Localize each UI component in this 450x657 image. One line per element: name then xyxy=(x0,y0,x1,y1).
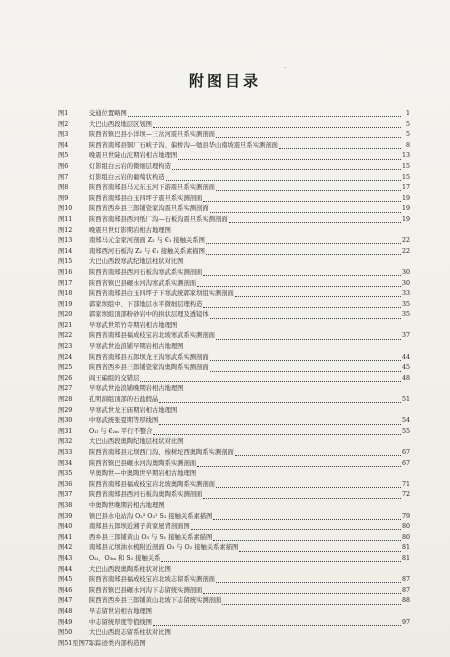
dot-leader xyxy=(279,143,401,149)
figure-entry xyxy=(89,173,410,184)
list-item xyxy=(58,522,410,533)
page-number: 71 xyxy=(401,480,410,488)
list-item xyxy=(58,120,410,131)
figure-list xyxy=(58,109,410,649)
figure-caption: 晚震旦世陡山沱期岩相古地理图 xyxy=(89,152,178,160)
figure-entry xyxy=(89,384,410,395)
figure-entry xyxy=(89,512,410,523)
figure-number: 图35 xyxy=(58,470,73,478)
dot-leader xyxy=(197,281,401,287)
dot-leader xyxy=(161,556,401,562)
list-item xyxy=(58,554,410,565)
figure-entry xyxy=(89,618,410,629)
figure-caption: 陕西省南郑县福成枝宝岩北坡志留系实测剖面 xyxy=(89,576,215,584)
figure-caption: 南郑县五郎坝近湘子黄家屋背剖面图 xyxy=(89,523,190,531)
list-item xyxy=(58,618,410,629)
list-item xyxy=(58,331,410,342)
dot-leader xyxy=(216,482,401,488)
figure-entry xyxy=(89,151,410,162)
figure-caption: 陕西省镇巴县碾水河沟下志留统实测剖面 xyxy=(89,586,203,594)
figure-caption: 早志留世岩相古地理图 xyxy=(89,607,152,615)
dot-leader xyxy=(159,419,401,425)
list-item xyxy=(58,257,410,268)
figure-caption: 大巴山西段寒武纪地层柱状对比图 xyxy=(89,258,184,266)
figure-entry xyxy=(89,204,410,215)
figure-caption: 陕西省南郑县福成枝宝岩北坡寒武系实测剖面 xyxy=(89,332,215,340)
dot-leader xyxy=(216,132,401,138)
figure-number: 图18 xyxy=(58,290,73,298)
figure-entry xyxy=(89,490,410,501)
list-item xyxy=(58,151,410,162)
dot-leader xyxy=(229,217,401,223)
figure-entry xyxy=(89,565,410,576)
dot-leader xyxy=(203,493,401,499)
figure-entry xyxy=(89,194,410,205)
figure-number: 图43 xyxy=(58,554,73,562)
figure-entry xyxy=(89,363,410,374)
list-item xyxy=(58,512,410,523)
figure-entry xyxy=(89,342,410,353)
figure-number: 图31 xyxy=(58,427,73,435)
dot-leader xyxy=(210,355,401,361)
figure-entry xyxy=(89,162,410,173)
figure-number: 图14 xyxy=(58,247,73,255)
list-item xyxy=(58,427,410,438)
figure-caption: 郭家坝组中、下部地层水平微细层理构造 xyxy=(89,300,203,308)
figure-entry xyxy=(89,416,410,427)
page-number: 88 xyxy=(401,597,410,605)
figure-number: 图20 xyxy=(58,311,73,319)
page-number: 44 xyxy=(401,353,410,361)
figure-caption: 陕西省镇巴县碾水河沟奥陶系实测剖面 xyxy=(89,459,197,467)
figure-caption: 陕西省南郑县白玉四坪子震旦系实测剖面 xyxy=(89,194,203,202)
figure-caption: 大巴山西段奥陶纪地层柱状对比图 xyxy=(89,438,184,446)
figure-number: 图10 xyxy=(58,205,73,213)
page-number: 22 xyxy=(401,237,410,245)
figure-caption: 大巴山西段志留系柱状对比图 xyxy=(89,629,171,637)
dot-leader xyxy=(210,207,401,213)
figure-entry xyxy=(89,331,410,342)
figure-number: 图28 xyxy=(58,396,73,404)
dot-leader xyxy=(203,588,401,594)
figure-entry xyxy=(89,469,410,480)
figure-number: 图15 xyxy=(58,258,73,266)
figure-entry xyxy=(89,406,410,417)
speck-mark: · xyxy=(284,64,287,72)
list-item xyxy=(58,459,410,470)
figure-entry xyxy=(89,459,410,470)
figure-caption: 陕西省南郑县西河纸厂沟—石板沟震旦系实测剖面 xyxy=(89,215,228,223)
dot-leader xyxy=(203,196,401,202)
dot-leader xyxy=(222,599,401,605)
figure-caption: 灯影组白云岩的葡萄状构造 xyxy=(89,173,165,181)
figure-caption: 南郑马元金家河剖面 Z₂ 与 €₁ 接触关系图 xyxy=(89,237,205,245)
page-number: 1 xyxy=(405,110,410,117)
page-number: 67 xyxy=(401,459,410,467)
figure-number: 图13 xyxy=(58,237,73,245)
figure-number: 图8 xyxy=(58,184,69,192)
figure-caption: 示踪迹类内部构造图 xyxy=(89,639,146,647)
list-item xyxy=(58,607,410,618)
figure-caption: 南郑西河石板沟 Z₂ 与 €₁ 接触关系素描图 xyxy=(89,247,205,255)
figure-caption: 镇巴县水电站沟 O₂³ O₃¹ S₁ 接触关系素描图 xyxy=(89,512,213,520)
figure-number: 图24 xyxy=(58,353,73,361)
figure-entry xyxy=(89,448,410,459)
list-item xyxy=(58,353,410,364)
list-item xyxy=(58,162,410,173)
page-number: 54 xyxy=(401,417,410,425)
list-item xyxy=(58,194,410,205)
figure-caption: 南郑县元坝油水梳附近剖面 O₃ 与 O₂ 接触关系素描图 xyxy=(89,544,239,552)
figure-entry xyxy=(89,300,410,311)
dot-leader xyxy=(128,111,401,117)
list-item xyxy=(58,109,410,120)
list-item xyxy=(58,565,410,576)
figure-caption: 陕西省镇巴县小洋坝—三岔河震旦系实测剖面 xyxy=(89,131,215,139)
list-item xyxy=(58,236,410,247)
figure-entry xyxy=(89,374,410,385)
figure-number: 图3 xyxy=(58,131,69,139)
figure-entry xyxy=(89,533,410,544)
page-number: 15 xyxy=(401,162,410,170)
figure-number: 图37 xyxy=(58,491,73,499)
page-number: 19 xyxy=(401,215,410,223)
list-item xyxy=(58,310,410,321)
dot-leader xyxy=(140,376,401,382)
figure-number: 图45 xyxy=(58,576,73,584)
page-number: 19 xyxy=(401,194,410,202)
list-item xyxy=(58,173,410,184)
figure-entry xyxy=(89,628,410,639)
figure-entry xyxy=(89,279,410,290)
figure-caption: 大巴山西段奥陶系柱状对比图 xyxy=(89,565,171,573)
figure-number: 图27 xyxy=(58,385,73,393)
page-number: 35 xyxy=(401,311,410,319)
figure-entry xyxy=(89,141,410,152)
figure-entry xyxy=(89,480,410,491)
page-number: 87 xyxy=(401,576,410,584)
dot-leader xyxy=(216,334,401,340)
dot-leader xyxy=(206,238,401,244)
figure-number: 图48 xyxy=(58,607,73,615)
dot-leader xyxy=(216,185,401,191)
figure-number: 图11 xyxy=(58,215,73,223)
list-item xyxy=(58,501,410,512)
list-item xyxy=(58,384,410,395)
dot-leader xyxy=(210,366,401,372)
figure-number: 图34 xyxy=(58,459,73,467)
figure-number: 图5 xyxy=(58,152,69,160)
figure-number: 图1 xyxy=(58,110,69,117)
page-number: 5 xyxy=(405,131,410,139)
figure-number: 图16 xyxy=(58,268,73,276)
page-number: 81 xyxy=(401,554,410,562)
figure-caption: 孔明洞组顶部的石盐假晶 xyxy=(89,396,159,404)
figure-number: 图44 xyxy=(58,565,73,573)
figure-entry xyxy=(89,109,410,120)
figure-entry xyxy=(89,215,410,226)
list-item xyxy=(58,533,410,544)
dot-leader xyxy=(153,122,401,128)
dot-leader xyxy=(216,577,401,583)
page-number: 80 xyxy=(401,533,410,541)
list-item xyxy=(58,204,410,215)
figure-number: 图39 xyxy=(58,512,73,520)
list-item xyxy=(58,363,410,374)
figure-entry xyxy=(89,289,410,300)
page-number: 79 xyxy=(401,512,410,520)
page-number: 48 xyxy=(401,374,410,382)
list-item xyxy=(58,575,410,586)
page-number: 55 xyxy=(401,427,410,435)
figure-caption: 早寒武世筇竹寺期岩相古地理图 xyxy=(89,321,178,329)
figure-entry xyxy=(89,236,410,247)
figure-caption: 西乡县三郎铺黄山 O₃ 与 S₁ 接触关系素描图 xyxy=(89,533,213,541)
page-number: 72 xyxy=(401,491,410,499)
page-number: 80 xyxy=(401,523,410,531)
list-item xyxy=(58,469,410,480)
list-item xyxy=(58,586,410,597)
dot-leader xyxy=(235,450,401,456)
list-item xyxy=(58,628,410,639)
list-item xyxy=(58,247,410,258)
list-item xyxy=(58,130,410,141)
figure-caption: O₁ₗ 与 €₂ₘ 平行不整合 xyxy=(89,427,153,435)
figure-caption: 陕西省南郑县福成枝宝岩北坡奥陶系实测剖面 xyxy=(89,480,215,488)
page-number: 35 xyxy=(401,300,410,308)
figure-number: 图6 xyxy=(58,162,69,170)
figure-number: 图17 xyxy=(58,279,73,287)
list-item xyxy=(58,321,410,332)
figure-caption: 早奥陶世—中奥陶世早期岩相古地理图 xyxy=(89,470,197,478)
figure-number: 图12 xyxy=(58,226,73,234)
figure-number: 图25 xyxy=(58,364,73,372)
page-number: 81 xyxy=(401,544,410,552)
figure-caption: 交通位置略图 xyxy=(89,110,127,117)
list-item xyxy=(58,215,410,226)
figure-number: 图40 xyxy=(58,523,73,531)
dot-leader xyxy=(153,429,401,435)
figure-entry xyxy=(89,437,410,448)
dot-leader xyxy=(235,291,401,297)
figure-caption: 郭家坝组顶部粉砂岩中的拱状层理及透镜体 xyxy=(89,311,209,319)
figure-number: 图38 xyxy=(58,501,73,509)
list-item xyxy=(58,406,410,417)
figure-number: 图9 xyxy=(58,194,69,202)
figure-caption: 陕西省镇巴县碾水河沟寒武系实测剖面 xyxy=(89,279,197,287)
figure-caption: 晚震旦世灯影期岩相古地理图 xyxy=(89,226,171,234)
figure-number: 图36 xyxy=(58,480,73,488)
dot-leader xyxy=(203,302,401,308)
figure-caption: 陕西省南郑县元坝西门沟、梭树坨西奥陶系实测剖面 xyxy=(89,449,234,456)
list-item xyxy=(58,183,410,194)
figure-entry xyxy=(89,596,410,607)
figure-entry xyxy=(89,120,410,131)
page-number: 30 xyxy=(401,279,410,287)
dot-leader xyxy=(203,270,401,276)
figure-entry xyxy=(89,607,410,618)
figure-number: 图30 xyxy=(58,417,73,425)
page-number: 5 xyxy=(405,120,410,128)
figure-entry xyxy=(89,554,410,565)
list-item xyxy=(58,448,410,459)
figure-number: 图33 xyxy=(58,449,73,456)
figure-entry xyxy=(89,353,410,364)
figure-entry xyxy=(89,183,410,194)
page-number: 33 xyxy=(401,290,410,298)
list-item xyxy=(58,141,410,152)
figure-entry xyxy=(89,575,410,586)
figure-entry xyxy=(89,257,410,268)
figure-number: 图19 xyxy=(58,300,73,308)
figure-entry xyxy=(89,586,410,597)
figure-number: 图4 xyxy=(58,141,69,149)
figure-number: 图29 xyxy=(58,406,73,414)
page-number: 37 xyxy=(401,332,410,340)
figure-number: 图46 xyxy=(58,586,73,594)
figure-entry xyxy=(89,268,410,279)
figure-caption: 阎王碥组的交错层 xyxy=(89,374,140,382)
figure-caption: 陕西省南郑县马元东玉河下游震旦系实测剖面 xyxy=(89,184,215,192)
figure-caption: 陕西省南郑县铜厂石峡子沟、偏桥沟—勉县华山南坡震旦系实测剖面 xyxy=(89,141,278,149)
figure-caption: 陕西省南郑县西河石板沟寒武系实测剖面 xyxy=(89,268,203,276)
figure-entry xyxy=(89,543,410,554)
figure-caption: 中奥陶世晚期岩相古地理图 xyxy=(89,501,165,509)
figure-number: 图47 xyxy=(58,597,73,605)
page-number: 13 xyxy=(401,152,410,160)
list-item xyxy=(58,268,410,279)
page-title: 附图目录 xyxy=(188,72,261,90)
dot-leader xyxy=(213,535,401,541)
list-item xyxy=(58,342,410,353)
dot-leader xyxy=(166,175,401,181)
figure-number: 图22 xyxy=(58,332,73,340)
page-number: 19 xyxy=(401,205,410,213)
page-number: 30 xyxy=(401,268,410,276)
dot-leader xyxy=(239,546,401,552)
figure-entry xyxy=(89,639,410,650)
page-number: 87 xyxy=(401,586,410,594)
figure-entry xyxy=(89,427,410,438)
dot-leader xyxy=(153,620,401,626)
list-item xyxy=(58,279,410,290)
figure-caption: 陕西省南郑县西河石板沟奥陶系实测剖面 xyxy=(89,491,203,499)
list-item xyxy=(58,490,410,501)
list-item xyxy=(58,416,410,427)
figure-number: 图32 xyxy=(58,438,73,446)
figure-entry xyxy=(89,522,410,533)
figure-number: 图7 xyxy=(58,173,69,181)
figure-caption: 早寒武世沧浪铺早期岩相古地理图 xyxy=(89,343,184,351)
page-number: 51 xyxy=(401,396,410,404)
figure-entry xyxy=(89,395,410,406)
figure-caption: 陕西省南郑县白玉四坪子下寒武统郭家坝组实测剖面 xyxy=(89,290,234,298)
page-number: 8 xyxy=(405,141,410,149)
figure-number: 图42 xyxy=(58,544,73,552)
figure-caption: 大巴山西段地层区划图 xyxy=(89,120,152,128)
figure-caption: 早寒武世龙王庙期岩相古地理图 xyxy=(89,406,178,414)
dot-leader xyxy=(172,164,401,170)
page-number: 15 xyxy=(401,173,410,181)
list-item xyxy=(58,596,410,607)
figure-number: 图49 xyxy=(58,618,73,626)
page-number: 22 xyxy=(401,247,410,255)
page-number: 67 xyxy=(401,449,410,456)
figure-entry xyxy=(89,310,410,321)
figure-entry xyxy=(89,226,410,237)
list-item xyxy=(58,480,410,491)
figure-caption: 陕西省西乡县三郎铺瓷家沟奥陶系实测剖面 xyxy=(89,364,209,372)
list-item xyxy=(58,543,410,554)
figure-number: 图26 xyxy=(58,374,73,382)
figure-entry xyxy=(89,247,410,258)
list-item xyxy=(58,437,410,448)
figure-caption: 灯影组白云岩的微细层理构造 xyxy=(89,162,171,170)
figure-entry xyxy=(89,321,410,332)
figure-number: 图50 xyxy=(58,629,73,637)
dot-leader xyxy=(213,514,401,520)
figure-caption: 中寒武统张夏期等厚线图 xyxy=(89,417,159,425)
figure-caption: O₂ₜ、O₃ₘ 和 S₁ 接触关系 xyxy=(89,554,161,562)
figure-number: 图2 xyxy=(58,120,69,128)
figure-number: 图21 xyxy=(58,321,73,329)
list-item xyxy=(58,226,410,237)
figure-entry xyxy=(89,130,410,141)
list-item xyxy=(58,639,410,650)
dot-leader xyxy=(206,249,401,255)
figure-caption: 早寒武世沧浪铺晚期岩相古地理图 xyxy=(89,385,184,393)
figure-number: 图51至图75 xyxy=(58,639,93,647)
dot-leader xyxy=(178,154,401,160)
figure-entry xyxy=(89,501,410,512)
dot-leader xyxy=(191,524,401,530)
page-number: 17 xyxy=(401,184,410,192)
figure-caption: 陕西省南郑县五郎坝龙王沟寒武系实测剖面 xyxy=(89,353,209,361)
page-number: 45 xyxy=(401,364,410,372)
dot-leader xyxy=(210,313,401,319)
figure-number: 图41 xyxy=(58,533,73,541)
figure-caption: 中志留统厚度等值线图 xyxy=(89,618,152,626)
figure-caption: 陕西省西乡县三郎铺瓷家沟震旦系实测剖面 xyxy=(89,205,209,213)
list-item xyxy=(58,395,410,406)
page-number: 97 xyxy=(401,618,410,626)
figure-caption: 陕西省西乡县三郎铺黄山北坡下志留统实测剖面 xyxy=(89,597,222,605)
dot-leader xyxy=(159,397,401,403)
dot-leader xyxy=(197,461,401,467)
list-item xyxy=(58,374,410,385)
list-item xyxy=(58,300,410,311)
figure-number: 图23 xyxy=(58,343,73,351)
list-item xyxy=(58,289,410,300)
